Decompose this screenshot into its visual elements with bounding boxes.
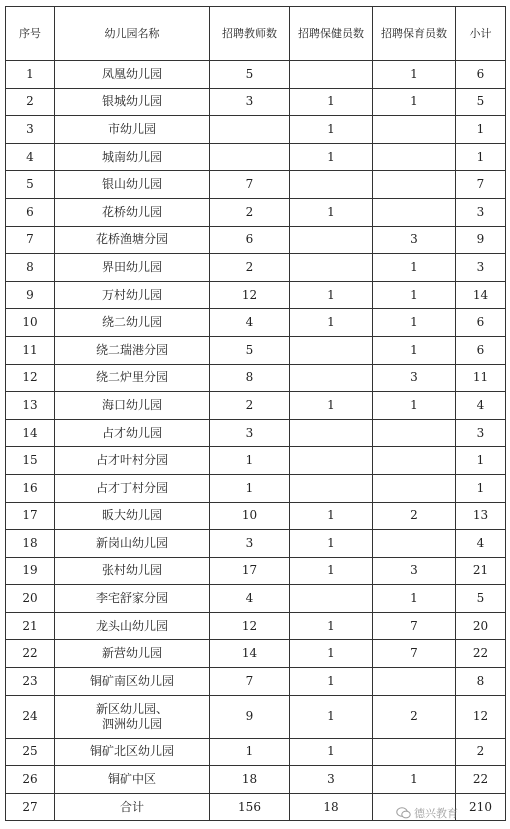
cell-seq: 10 bbox=[6, 309, 55, 337]
cell-teachers: 7 bbox=[210, 171, 290, 199]
cell-health-workers: 1 bbox=[290, 392, 373, 420]
cell-health-workers: 1 bbox=[290, 640, 373, 668]
cell-name: 李宅舒家分园 bbox=[55, 585, 210, 613]
cell-subtotal: 3 bbox=[456, 198, 506, 226]
table-row bbox=[6, 116, 506, 144]
cell-care-workers bbox=[373, 474, 456, 502]
cell-health-workers bbox=[290, 171, 373, 199]
table-header-row bbox=[6, 7, 506, 61]
cell-health-workers: 1 bbox=[290, 281, 373, 309]
cell-health-workers: 1 bbox=[290, 309, 373, 337]
cell-care-workers: 1 bbox=[373, 281, 456, 309]
recruitment-table bbox=[5, 6, 506, 821]
cell-teachers: 4 bbox=[210, 585, 290, 613]
cell-subtotal: 13 bbox=[456, 502, 506, 530]
cell-subtotal: 8 bbox=[456, 668, 506, 696]
cell-name: 市幼儿园 bbox=[55, 116, 210, 144]
cell-subtotal: 6 bbox=[456, 309, 506, 337]
cell-health-workers: 1 bbox=[290, 88, 373, 116]
table-row bbox=[6, 474, 506, 502]
cell-care-workers: 3 bbox=[373, 557, 456, 585]
cell-health-workers bbox=[290, 585, 373, 613]
cell-teachers: 5 bbox=[210, 336, 290, 364]
cell-health-workers: 18 bbox=[290, 793, 373, 821]
cell-subtotal: 210 bbox=[456, 793, 506, 821]
cell-name: 新区幼儿园、 泗洲幼儿园 bbox=[55, 695, 210, 738]
cell-subtotal: 7 bbox=[456, 171, 506, 199]
cell-teachers: 8 bbox=[210, 364, 290, 392]
cell-seq: 11 bbox=[6, 336, 55, 364]
cell-subtotal: 6 bbox=[456, 336, 506, 364]
cell-subtotal: 22 bbox=[456, 766, 506, 794]
cell-seq: 17 bbox=[6, 502, 55, 530]
table-row bbox=[6, 766, 506, 794]
cell-name: 绕二炉里分园 bbox=[55, 364, 210, 392]
cell-teachers: 6 bbox=[210, 226, 290, 254]
cell-seq: 27 bbox=[6, 793, 55, 821]
table-row bbox=[6, 226, 506, 254]
header-teachers: 招聘教师数 bbox=[210, 7, 290, 61]
table-row bbox=[6, 640, 506, 668]
header-subtotal: 小计 bbox=[456, 7, 506, 61]
cell-name: 昄大幼儿园 bbox=[55, 502, 210, 530]
table-row bbox=[6, 336, 506, 364]
cell-subtotal: 20 bbox=[456, 612, 506, 640]
cell-teachers: 18 bbox=[210, 766, 290, 794]
cell-care-workers bbox=[373, 198, 456, 226]
table-row bbox=[6, 557, 506, 585]
table-body bbox=[6, 61, 506, 821]
cell-seq: 1 bbox=[6, 61, 55, 89]
cell-subtotal: 5 bbox=[456, 88, 506, 116]
cell-name: 花桥幼儿园 bbox=[55, 198, 210, 226]
cell-name: 城南幼儿园 bbox=[55, 143, 210, 171]
table-row bbox=[6, 281, 506, 309]
cell-health-workers bbox=[290, 61, 373, 89]
cell-seq: 2 bbox=[6, 88, 55, 116]
cell-teachers: 7 bbox=[210, 668, 290, 696]
cell-teachers: 5 bbox=[210, 61, 290, 89]
cell-care-workers: 1 bbox=[373, 309, 456, 337]
cell-care-workers bbox=[373, 530, 456, 558]
header-care-workers: 招聘保育员数 bbox=[373, 7, 456, 61]
cell-seq: 3 bbox=[6, 116, 55, 144]
cell-subtotal: 1 bbox=[456, 143, 506, 171]
cell-teachers: 156 bbox=[210, 793, 290, 821]
cell-care-workers: 1 bbox=[373, 336, 456, 364]
cell-care-workers: 7 bbox=[373, 640, 456, 668]
cell-name: 凤凰幼儿园 bbox=[55, 61, 210, 89]
cell-seq: 8 bbox=[6, 254, 55, 282]
cell-subtotal: 6 bbox=[456, 61, 506, 89]
cell-care-workers: 3 bbox=[373, 226, 456, 254]
cell-teachers: 12 bbox=[210, 612, 290, 640]
watermark bbox=[396, 804, 458, 822]
cell-care-workers bbox=[373, 116, 456, 144]
cell-seq: 23 bbox=[6, 668, 55, 696]
cell-health-workers: 1 bbox=[290, 116, 373, 144]
cell-care-workers: 3 bbox=[373, 364, 456, 392]
table-row bbox=[6, 392, 506, 420]
cell-name: 铜矿北区幼儿园 bbox=[55, 738, 210, 766]
cell-subtotal: 11 bbox=[456, 364, 506, 392]
header-kindergarten-name: 幼儿园名称 bbox=[55, 7, 210, 61]
cell-name: 合计 bbox=[55, 793, 210, 821]
cell-health-workers: 1 bbox=[290, 143, 373, 171]
cell-name: 铜矿南区幼儿园 bbox=[55, 668, 210, 696]
cell-teachers bbox=[210, 116, 290, 144]
cell-care-workers bbox=[373, 171, 456, 199]
cell-name: 龙头山幼儿园 bbox=[55, 612, 210, 640]
watermark-text: 德兴教育 bbox=[414, 807, 458, 820]
cell-teachers: 3 bbox=[210, 88, 290, 116]
cell-name: 新岗山幼儿园 bbox=[55, 530, 210, 558]
cell-teachers: 2 bbox=[210, 198, 290, 226]
table-row bbox=[6, 612, 506, 640]
cell-care-workers: 2 bbox=[373, 695, 456, 738]
cell-subtotal: 3 bbox=[456, 254, 506, 282]
cell-teachers: 1 bbox=[210, 474, 290, 502]
cell-seq: 25 bbox=[6, 738, 55, 766]
cell-subtotal: 3 bbox=[456, 419, 506, 447]
cell-subtotal: 2 bbox=[456, 738, 506, 766]
cell-subtotal: 1 bbox=[456, 447, 506, 475]
cell-care-workers bbox=[373, 738, 456, 766]
cell-health-workers bbox=[290, 364, 373, 392]
cell-name: 新营幼儿园 bbox=[55, 640, 210, 668]
table-row bbox=[6, 530, 506, 558]
cell-seq: 5 bbox=[6, 171, 55, 199]
cell-care-workers: 1 bbox=[373, 61, 456, 89]
cell-name: 占才丁村分园 bbox=[55, 474, 210, 502]
table-row bbox=[6, 695, 506, 738]
cell-care-workers: 7 bbox=[373, 612, 456, 640]
table-row bbox=[6, 419, 506, 447]
cell-seq: 4 bbox=[6, 143, 55, 171]
cell-health-workers: 1 bbox=[290, 502, 373, 530]
cell-health-workers: 1 bbox=[290, 198, 373, 226]
cell-health-workers bbox=[290, 447, 373, 475]
cell-subtotal: 21 bbox=[456, 557, 506, 585]
cell-name: 占才叶村分园 bbox=[55, 447, 210, 475]
cell-teachers: 4 bbox=[210, 309, 290, 337]
cell-teachers: 1 bbox=[210, 738, 290, 766]
cell-name: 铜矿中区 bbox=[55, 766, 210, 794]
cell-seq: 6 bbox=[6, 198, 55, 226]
cell-teachers: 14 bbox=[210, 640, 290, 668]
cell-health-workers bbox=[290, 254, 373, 282]
cell-care-workers: 1 bbox=[373, 254, 456, 282]
cell-teachers: 3 bbox=[210, 419, 290, 447]
cell-seq: 24 bbox=[6, 695, 55, 738]
cell-subtotal: 4 bbox=[456, 530, 506, 558]
table-row bbox=[6, 738, 506, 766]
cell-care-workers: 1 bbox=[373, 88, 456, 116]
cell-subtotal: 4 bbox=[456, 392, 506, 420]
table-row bbox=[6, 364, 506, 392]
cell-health-workers: 1 bbox=[290, 612, 373, 640]
cell-teachers: 2 bbox=[210, 254, 290, 282]
cell-seq: 13 bbox=[6, 392, 55, 420]
cell-health-workers: 1 bbox=[290, 738, 373, 766]
cell-seq: 9 bbox=[6, 281, 55, 309]
cell-name: 占才幼儿园 bbox=[55, 419, 210, 447]
cell-health-workers: 3 bbox=[290, 766, 373, 794]
cell-name: 万村幼儿园 bbox=[55, 281, 210, 309]
table-row bbox=[6, 254, 506, 282]
table-row bbox=[6, 447, 506, 475]
cell-health-workers bbox=[290, 336, 373, 364]
cell-health-workers: 1 bbox=[290, 530, 373, 558]
cell-subtotal: 22 bbox=[456, 640, 506, 668]
cell-subtotal: 5 bbox=[456, 585, 506, 613]
cell-health-workers bbox=[290, 474, 373, 502]
table-row bbox=[6, 143, 506, 171]
cell-health-workers: 1 bbox=[290, 695, 373, 738]
table-row bbox=[6, 88, 506, 116]
table-row bbox=[6, 198, 506, 226]
cell-seq: 21 bbox=[6, 612, 55, 640]
cell-care-workers bbox=[373, 143, 456, 171]
cell-health-workers bbox=[290, 419, 373, 447]
cell-care-workers: 2 bbox=[373, 502, 456, 530]
cell-seq: 15 bbox=[6, 447, 55, 475]
cell-teachers bbox=[210, 143, 290, 171]
cell-teachers: 3 bbox=[210, 530, 290, 558]
cell-teachers: 17 bbox=[210, 557, 290, 585]
cell-name: 海口幼儿园 bbox=[55, 392, 210, 420]
cell-seq: 18 bbox=[6, 530, 55, 558]
cell-seq: 19 bbox=[6, 557, 55, 585]
header-seq: 序号 bbox=[6, 7, 55, 61]
cell-care-workers bbox=[373, 419, 456, 447]
cell-name: 绕二瑞港分园 bbox=[55, 336, 210, 364]
cell-health-workers: 1 bbox=[290, 668, 373, 696]
cell-health-workers: 1 bbox=[290, 557, 373, 585]
cell-seq: 14 bbox=[6, 419, 55, 447]
cell-name: 界田幼儿园 bbox=[55, 254, 210, 282]
cell-care-workers: 1 bbox=[373, 585, 456, 613]
cell-care-workers bbox=[373, 447, 456, 475]
cell-name: 花桥渔塘分园 bbox=[55, 226, 210, 254]
cell-subtotal: 9 bbox=[456, 226, 506, 254]
cell-teachers: 12 bbox=[210, 281, 290, 309]
cell-teachers: 2 bbox=[210, 392, 290, 420]
cell-subtotal: 1 bbox=[456, 474, 506, 502]
table-row bbox=[6, 585, 506, 613]
cell-care-workers: 1 bbox=[373, 392, 456, 420]
cell-teachers: 10 bbox=[210, 502, 290, 530]
cell-seq: 12 bbox=[6, 364, 55, 392]
table-row bbox=[6, 171, 506, 199]
cell-seq: 20 bbox=[6, 585, 55, 613]
cell-teachers: 1 bbox=[210, 447, 290, 475]
cell-care-workers bbox=[373, 668, 456, 696]
cell-name: 银山幼儿园 bbox=[55, 171, 210, 199]
cell-health-workers bbox=[290, 226, 373, 254]
cell-name: 张村幼儿园 bbox=[55, 557, 210, 585]
cell-subtotal: 14 bbox=[456, 281, 506, 309]
cell-name: 绕二幼儿园 bbox=[55, 309, 210, 337]
cell-seq: 26 bbox=[6, 766, 55, 794]
cell-name: 银城幼儿园 bbox=[55, 88, 210, 116]
cell-seq: 7 bbox=[6, 226, 55, 254]
table-row bbox=[6, 309, 506, 337]
cell-seq: 16 bbox=[6, 474, 55, 502]
cell-seq: 22 bbox=[6, 640, 55, 668]
cell-teachers: 9 bbox=[210, 695, 290, 738]
table-row bbox=[6, 502, 506, 530]
header-health-workers: 招聘保健员数 bbox=[290, 7, 373, 61]
wechat-icon bbox=[396, 807, 411, 819]
table-row bbox=[6, 668, 506, 696]
cell-subtotal: 1 bbox=[456, 116, 506, 144]
cell-care-workers: 1 bbox=[373, 766, 456, 794]
cell-subtotal: 12 bbox=[456, 695, 506, 738]
table-row bbox=[6, 61, 506, 89]
